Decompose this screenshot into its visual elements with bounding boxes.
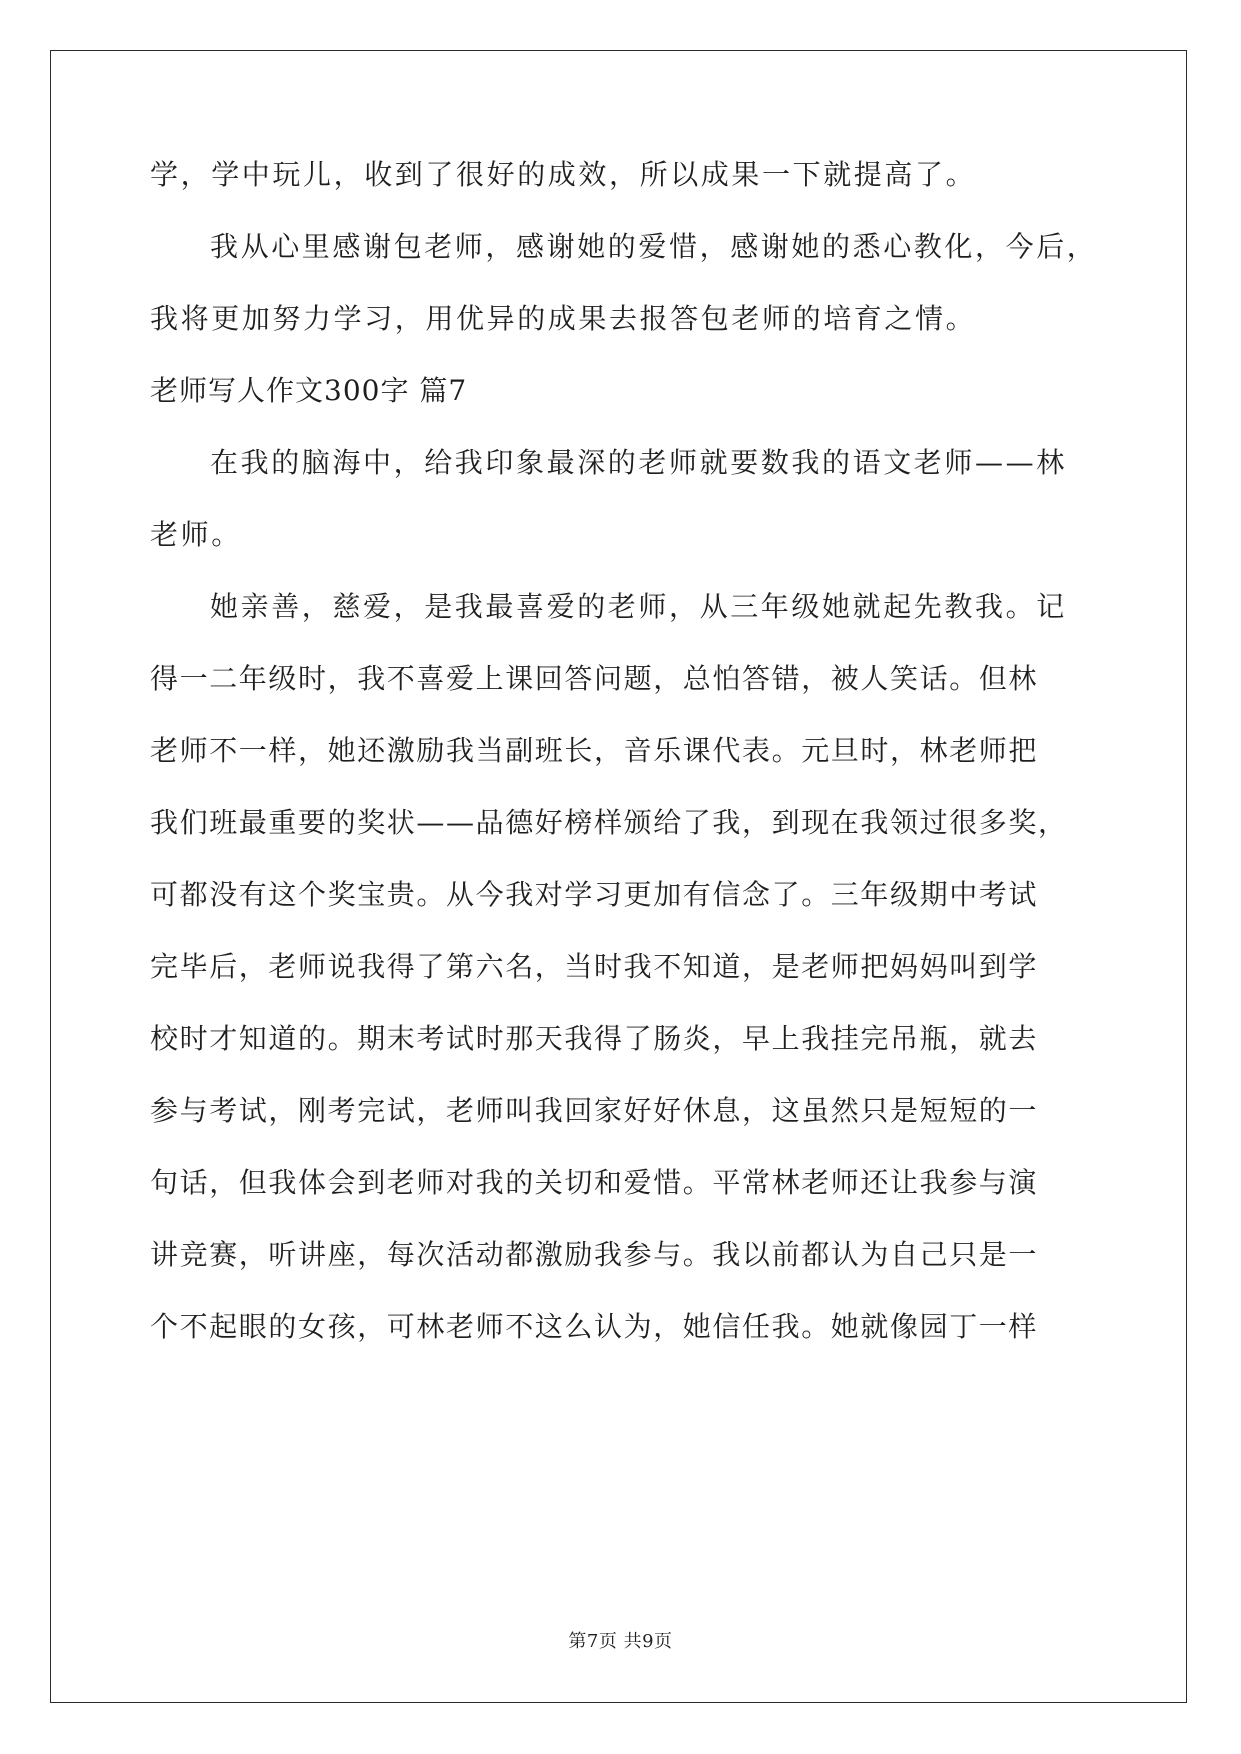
paragraph-line: 讲竞赛，听讲座，每次活动都激励我参与。我以前都认为自己只是一	[150, 1238, 1039, 1271]
paragraph-line: 校时才知道的。期末考试时那天我得了肠炎，早上我挂完吊瓶，就去	[150, 1022, 1039, 1055]
paragraph-line: 完毕后，老师说我得了第六名，当时我不知道，是老师把妈妈叫到学	[150, 950, 1039, 983]
paragraph-line: 老师。	[150, 518, 242, 551]
paragraph-line: 可都没有这个奖宝贵。从今我对学习更加有信念了。三年级期中考试	[150, 878, 1039, 911]
paragraph-line: 在我的脑海中，给我印象最深的老师就要数我的语文老师——林	[210, 446, 1067, 479]
paragraph-line: 学，学中玩儿，收到了很好的成效，所以成果一下就提高了。	[150, 158, 977, 191]
section-heading: 老师写人作文300字 篇7	[150, 374, 468, 407]
paragraph-line: 老师不一样，她还激励我当副班长，音乐课代表。元旦时，林老师把	[150, 734, 1039, 767]
paragraph-line: 得一二年级时，我不喜爱上课回答问题，总怕答错，被人笑话。但林	[150, 662, 1039, 695]
paragraph-line: 她亲善，慈爱，是我最喜爱的老师，从三年级她就起先教我。记	[210, 590, 1067, 623]
page-number: 第7页 共9页	[568, 1631, 673, 1652]
paragraph-line: 我从心里感谢包老师，感谢她的爱惜，感谢她的悉心教化，今后，	[210, 230, 1098, 263]
paragraph-line: 我们班最重要的奖状——品德好榜样颁给了我，到现在我领过很多奖，	[150, 806, 1068, 839]
paragraph-line: 参与考试，刚考完试，老师叫我回家好好休息，这虽然只是短短的一	[150, 1094, 1039, 1127]
paragraph-line: 我将更加努力学习，用优异的成果去报答包老师的培育之情。	[150, 302, 977, 335]
paragraph-line: 句话，但我体会到老师对我的关切和爱惜。平常林老师还让我参与演	[150, 1166, 1039, 1199]
paragraph-line: 个不起眼的女孩，可林老师不这么认为，她信任我。她就像园丁一样	[150, 1310, 1039, 1343]
